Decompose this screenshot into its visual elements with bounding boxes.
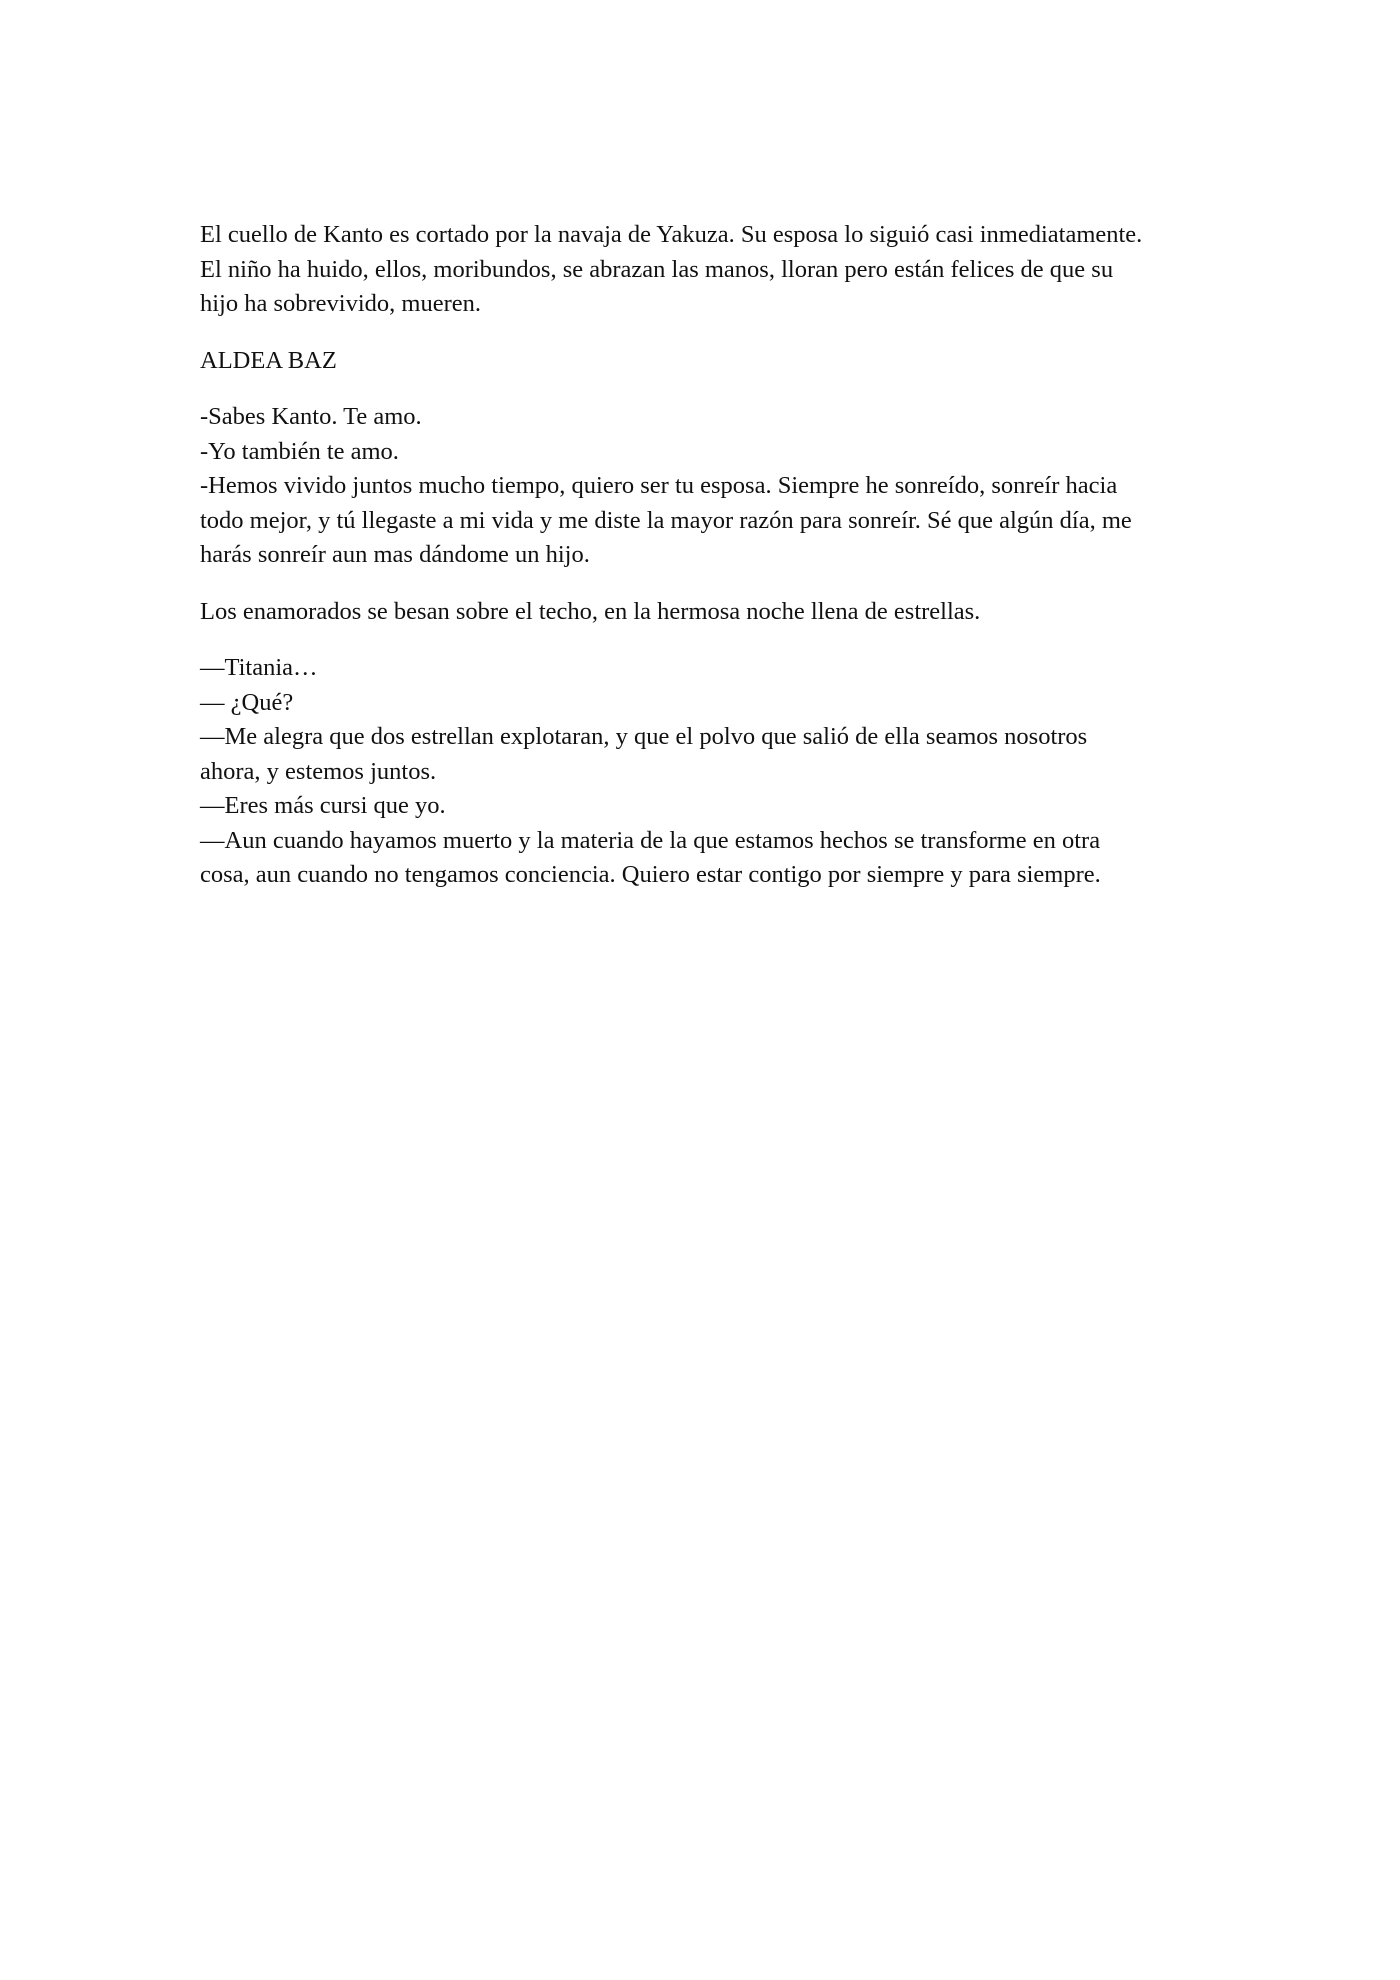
paragraph-dialogue-2 (200, 651, 1210, 893)
paragraph-kanto-death (200, 218, 1210, 322)
dialogue-line: — ¿Qué? (200, 688, 294, 716)
dialogue-line: —Aun cuando hayamos muerto y la materia de la que estamos hechos se transforme en otra (200, 826, 1101, 854)
dialogue-line: ahora, y estemos juntos. (200, 757, 437, 785)
text-line: El cuello de Kanto es cortado por la navaja de Yakuza. Su esposa lo siguió casi inmediatamente. (200, 221, 1143, 248)
dialogue-line: todo mejor, y tú llegaste a mi vida y me diste la mayor razón para sonreír. Sé que algún día, me (200, 506, 1132, 534)
heading-text: ALDEA BAZ (200, 346, 337, 374)
text-line: hijo ha sobrevivido, mueren. (200, 290, 482, 317)
dialogue-line: —Eres más cursi que yo. (200, 792, 446, 819)
dialogue-line: harás sonreír aun mas dándome un hijo. (200, 541, 590, 568)
dialogue-line: -Hemos vivido juntos mucho tiempo, quiero ser tu esposa. Siempre he sonreído, sonreír hacia (200, 472, 1118, 499)
text-line: El niño ha huido, ellos, moribundos, se abrazan las manos, lloran pero están felices de que su (200, 255, 1114, 283)
dialogue-line: —Titania… (200, 654, 318, 681)
dialogue-line: cosa, aun cuando no tengamos conciencia. Quiero estar contigo por siempre y para siempre. (200, 861, 1101, 888)
section-heading (200, 344, 1210, 379)
dialogue-line: -Sabes Kanto. Te amo. (200, 403, 422, 430)
paragraph-narration (200, 595, 1210, 630)
text-line: Los enamorados se besan sobre el techo, en la hermosa noche llena de estrellas. (200, 597, 981, 625)
dialogue-line: —Me alegra que dos estrellan explotaran, y que el polvo que salió de ella seamos nosotros (200, 723, 1088, 750)
document-body (200, 218, 1210, 915)
dialogue-line: -Yo también te amo. (200, 437, 399, 465)
paragraph-dialogue-1 (200, 400, 1210, 573)
